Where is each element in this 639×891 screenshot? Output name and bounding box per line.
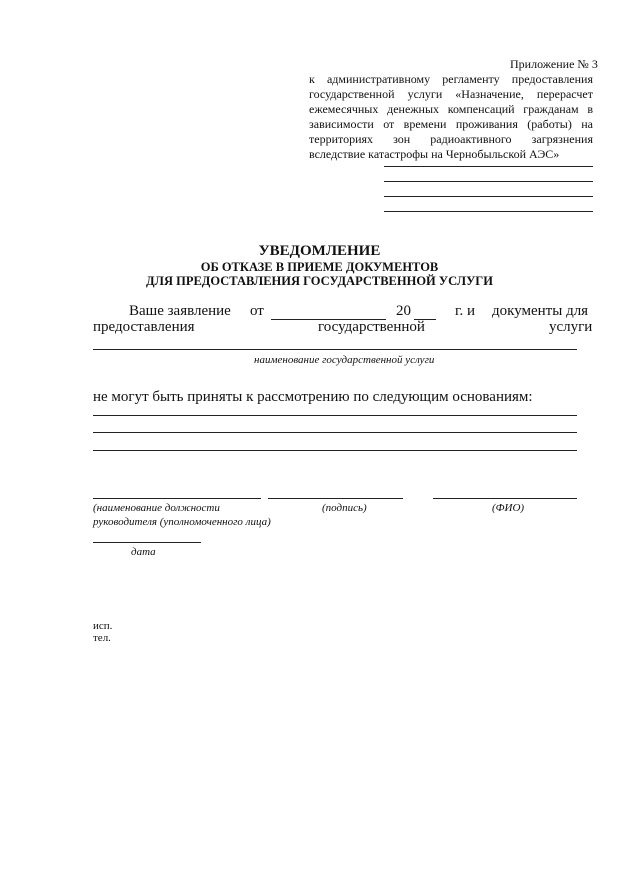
text-documents-for: документы для (492, 303, 589, 319)
appendix-blank-line-4 (384, 211, 593, 212)
service-name-blank (93, 349, 577, 350)
date-caption: дата (131, 546, 156, 558)
appendix-line-4: зависимости от времени проживания (работы) на (309, 117, 593, 131)
reason-line-1 (93, 415, 577, 416)
heading-subtitle-2: ДЛЯ ПРЕДОСТАВЛЕНИЯ ГОСУДАРСТВЕННОЙ УСЛУГИ (146, 274, 493, 288)
heading-subtitle-1: ОБ ОТКАЗЕ В ПРИЕМЕ ДОКУМЕНТОВ (200, 260, 439, 274)
executor-label: исп. (93, 620, 113, 632)
reason-line-2 (93, 432, 577, 433)
appendix-blank-line-2 (384, 181, 593, 182)
reason-line-3 (93, 450, 577, 451)
position-blank (93, 498, 261, 499)
appendix-line-5: территориях зон радиоактивного загрязнения (309, 132, 593, 146)
text-from: от (250, 303, 264, 319)
text-provision: предоставления (93, 319, 195, 335)
text-year-prefix: 20 (396, 303, 411, 319)
appendix-blank-line-3 (384, 196, 593, 197)
phone-label: тел. (93, 632, 111, 644)
signature-blank (268, 498, 403, 499)
date-line (93, 542, 201, 543)
text-service: услуги (549, 319, 593, 335)
text-your-application: Ваше заявление (129, 303, 231, 319)
position-caption-1: (наименование должности (93, 502, 220, 514)
appendix-line-1: к административному регламенту предоставления (309, 72, 593, 86)
signature-caption: (подпись) (322, 502, 367, 514)
text-state: государственной (318, 319, 425, 335)
name-blank (433, 498, 577, 499)
appendix-line-2: государственной услуги «Назначение, перерасчет (309, 87, 593, 101)
text-year-suffix: г. и (455, 303, 475, 319)
service-name-caption: наименование государственной услуги (254, 354, 435, 366)
appendix-line-3: ежемесячных денежных компенсаций гражданам в (309, 102, 593, 116)
position-caption-2: руководителя (уполномоченного лица) (93, 516, 271, 528)
heading-title: УВЕДОМЛЕНИЕ (258, 243, 381, 259)
appendix-blank-line-1 (384, 166, 593, 167)
text-cannot-accept: не могут быть приняты к рассмотрению по следующим основаниям: (93, 389, 533, 405)
appendix-title: Приложение № 3 (510, 57, 598, 71)
name-caption: (ФИО) (492, 502, 525, 514)
appendix-line-6: вследствие катастрофы на Чернобыльской АЭС» (309, 147, 560, 161)
